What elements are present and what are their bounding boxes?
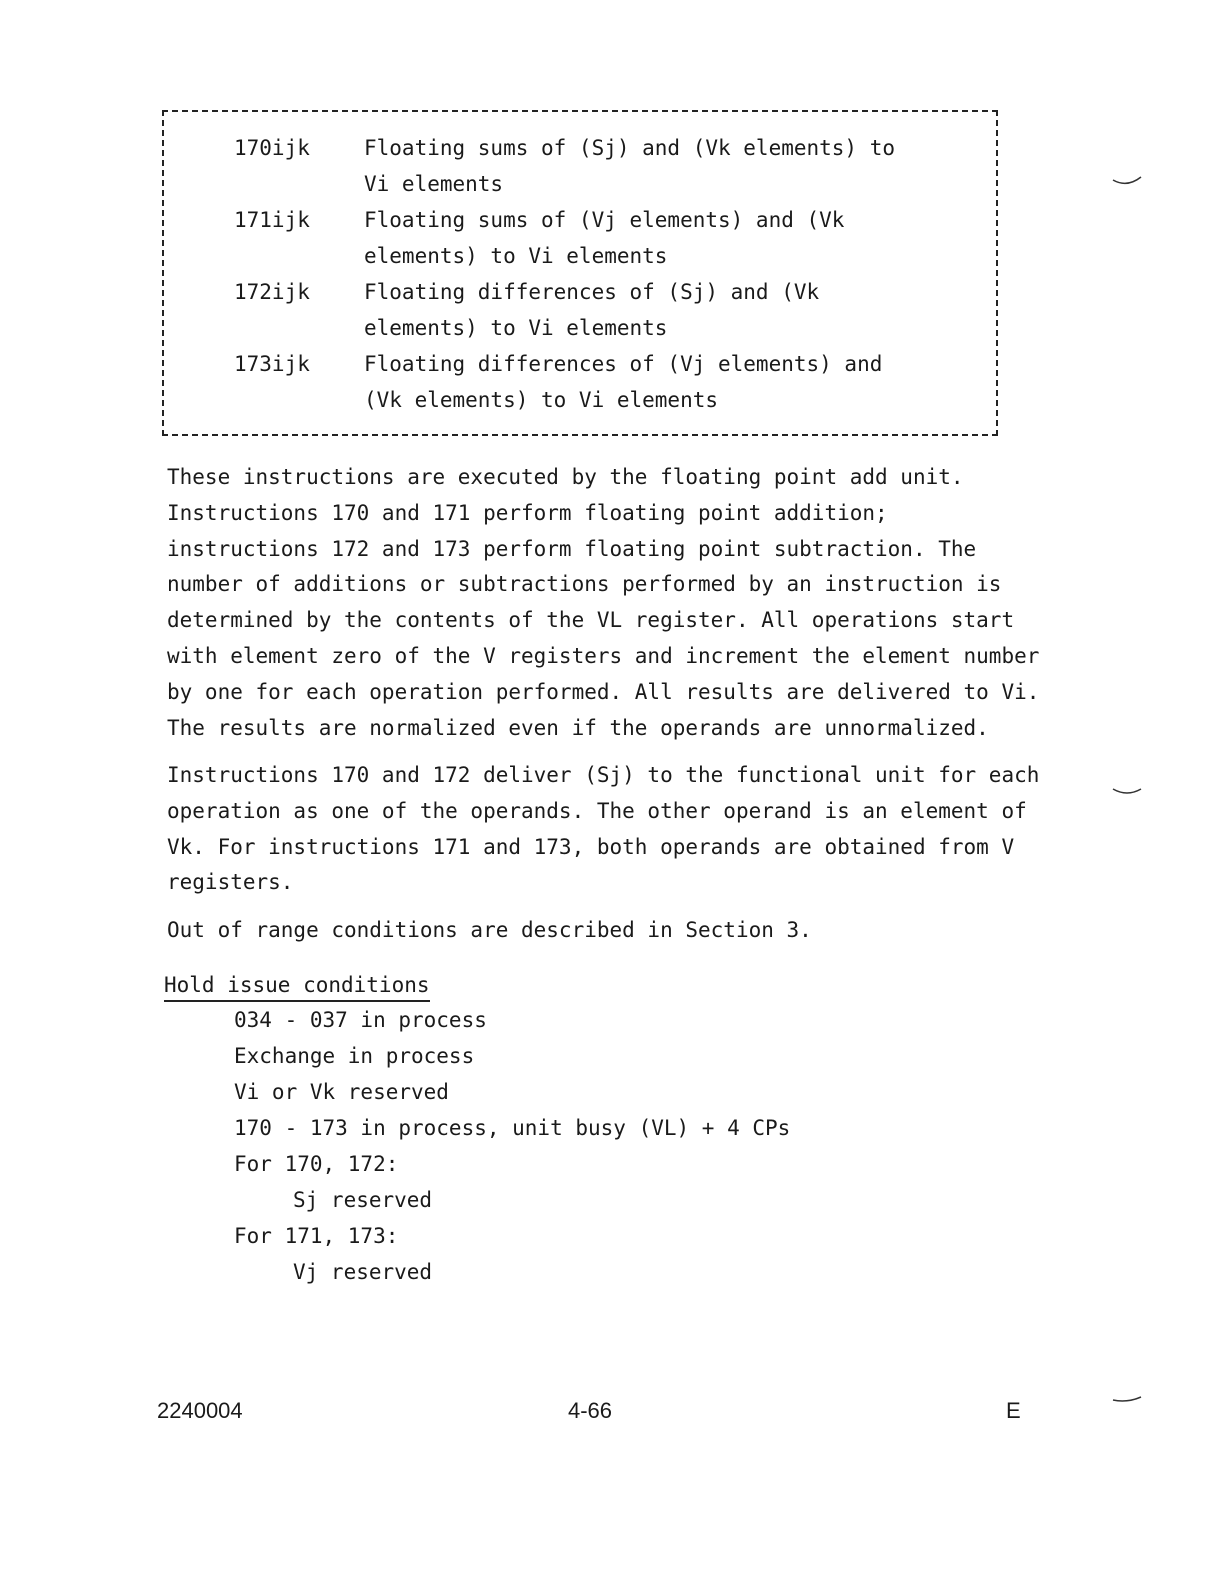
instruction-code: 170ijk bbox=[234, 136, 310, 160]
body-paragraph-add-unit: These instructions are executed by the floating point add unit. Instructions 170 and 171 perform floating point addition; instructions 172 and 173 perform floating point subtraction. The number of additions or subtractions performed by an instruction is determined by the contents of the VL register. All operations start with element zero of the V registers and increment the element number by one for each operation performed. All results are delivered to Vi. The results are normalized even if the operands are unnormalized. bbox=[167, 465, 1040, 740]
hold-issue-item: Vi or Vk reserved bbox=[234, 1080, 449, 1104]
footer-document-number: 2240004 bbox=[157, 1398, 243, 1423]
margin-scan-mark bbox=[1112, 176, 1142, 188]
hold-issue-item: 034 - 037 in process bbox=[234, 1008, 487, 1032]
footer-revision: E bbox=[1006, 1398, 1021, 1423]
hold-issue-item: 170 - 173 in process, unit busy (VL) + 4 CPs bbox=[234, 1116, 791, 1140]
instruction-code: 173ijk bbox=[234, 352, 310, 376]
hold-issue-subitem: Vj reserved bbox=[293, 1260, 433, 1284]
instruction-description: Floating sums of (Vj elements) and (Vk elements) to Vi elements bbox=[364, 208, 845, 268]
instruction-description: Floating differences of (Vj elements) and (Vk elements) to Vi elements bbox=[364, 352, 883, 412]
body-paragraph-range: Out of range conditions are described in Section 3. bbox=[167, 918, 812, 942]
instruction-summary-box bbox=[162, 110, 998, 436]
hold-issue-item: For 171, 173: bbox=[234, 1224, 399, 1248]
margin-scan-mark bbox=[1112, 1394, 1142, 1406]
instruction-description: Floating sums of (Sj) and (Vk elements) to Vi elements bbox=[364, 136, 896, 196]
footer-page-number: 4-66 bbox=[568, 1398, 613, 1423]
hold-issue-subitem: Sj reserved bbox=[293, 1188, 433, 1212]
hold-issue-heading: Hold issue conditions bbox=[164, 970, 430, 1002]
instruction-code: 171ijk bbox=[234, 208, 310, 232]
hold-issue-item: Exchange in process bbox=[234, 1044, 475, 1068]
instruction-code: 172ijk bbox=[234, 280, 310, 304]
margin-scan-mark bbox=[1112, 786, 1142, 798]
hold-issue-item: For 170, 172: bbox=[234, 1152, 399, 1176]
instruction-description: Floating differences of (Sj) and (Vk elements) to Vi elements bbox=[364, 280, 820, 340]
body-paragraph-operands: Instructions 170 and 172 deliver (Sj) to the functional unit for each operation as one of the operands. The other operand is an element of Vk. For instructions 171 and 173, both operands are obtained from V registers. bbox=[167, 763, 1040, 895]
